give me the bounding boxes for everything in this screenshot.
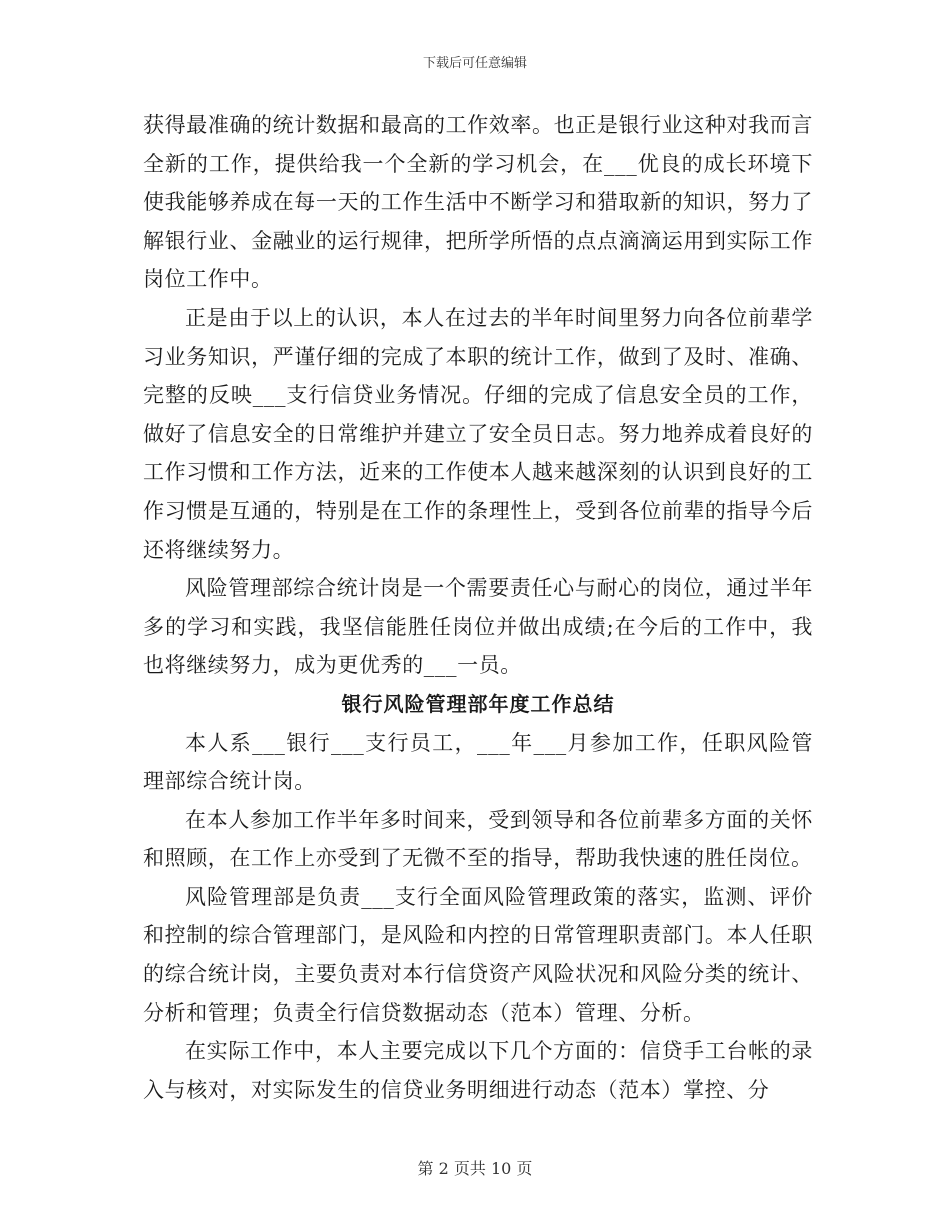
paragraph-gratitude: 在本人参加工作半年多时间来，受到领导和各位前辈多方面的关怀和照顾，在工作上亦受到了无微不至的指导，帮助我快速的胜任岗位。 [143, 807, 813, 871]
paragraph-understanding: 正是由于以上的认识，本人在过去的半年时间里努力向各位前辈学习业务知识，严谨仔细的完成了本职的统计工作，做到了及时、准确、完整的反映___支行信贷业务情况。仔细的完成了信息安全员的工作，做好了信息安全的日常维护并建立了安全员日志。努力地养成着良好的工作习惯和工作方法，近来的工作使本人越来越深刻的认识到良好的工作习惯是互通的，特别是在工作的条理性上，受到各位前辈的指导今后还将继续努力。 [143, 305, 813, 562]
page-footer: 第 2 页共 10 页 [417, 1159, 533, 1178]
paragraph-continuation: 获得最准确的统计数据和最高的工作效率。也正是银行业这种对我而言全新的工作，提供给我一个全新的学习机会，在___优良的成长环境下使我能够养成在每一天的工作生活中不断学习和猎取新的知识，努力了解银行业、金融业的运行规律，把所学所悟的点点滴滴运用到实际工作岗位工作中。 [143, 113, 813, 292]
document-body [143, 106, 813, 1109]
paragraph-commitment: 风险管理部综合统计岗是一个需要责任心与耐心的岗位，通过半年多的学习和实践，我坚信能胜任岗位并做出成绩;在今后的工作中，我也将继续努力，成为更优秀的___一员。 [143, 576, 813, 678]
paragraph-duties: 在实际工作中，本人主要完成以下几个方面的：信贷手工台帐的录入与核对，对实际发生的信贷业务明细进行动态（范本）掌控、分 [143, 1039, 813, 1102]
paragraph-department-role: 风险管理部是负责___支行全面风险管理政策的落实，监测、评价和控制的综合管理部门，是风险和内控的日常管理职责部门。本人任职的综合统计岗，主要负责对本行信贷资产风险状况和风险分类的统计、分析和管理；负责全行信贷数据动态（范本）管理、分析。 [143, 884, 813, 1025]
page-header: 下载后可任意编辑 [422, 56, 527, 71]
section-title: 银行风险管理部年度工作总结 [341, 691, 615, 716]
paragraph-introduction: 本人系___银行___支行员工，___年___月参加工作，任职风险管理部综合统计岗。 [143, 730, 813, 794]
